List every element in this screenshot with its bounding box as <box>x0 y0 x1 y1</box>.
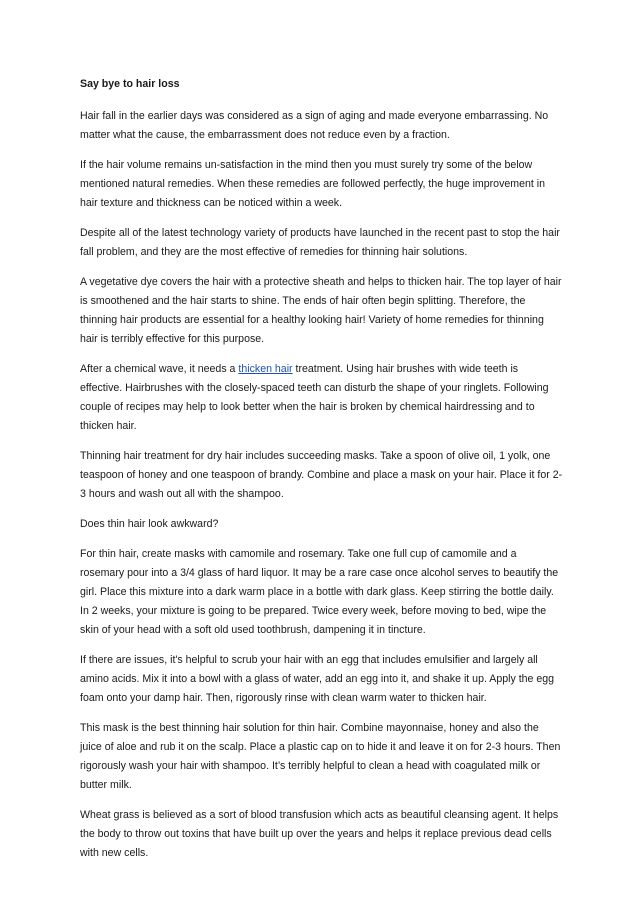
paragraph-9: If there are issues, it's helpful to scrub your hair with an egg that includes emulsifier and largely all amino acids. Mix it into a bowl with a glass of water, add an egg into it, and shake it up. Apply the egg foam onto your damp hair. Then, rigorously rinse with clean warm water to thicken hair. <box>80 654 555 704</box>
paragraph-3: Despite all of the latest technology variety of products have launched in the recent past to stop the hair fall problem, and they are the most effective of remedies for thinning hair solutions. <box>80 227 560 258</box>
paragraph-5-text-after: treatment. Using hair brushes with wide teeth is effective. Hairbrushes with the closely-spaced teeth can disturb the shape of your ringlets. Following couple of recipes may help to look better when the hair is broken by chemical hairdressing and to thicken hair. <box>80 363 549 432</box>
paragraph-5 <box>80 360 563 436</box>
paragraph-10: This mask is the best thinning hair solution for thin hair. Combine mayonnaise, honey and also the juice of aloe and rub it on the scalp. Place a plastic cap on to hide it and leave it on for 2-3 hours. Then rigorously wash your hair with shampoo. It’s terribly helpful to clean a head with coagulated milk or butter milk. <box>80 722 561 791</box>
paragraph-2: If the hair volume remains un-satisfaction in the mind then you must surely try some of the below mentioned natural remedies. When these remedies are followed perfectly, the huge improvement in hair texture and thickness can be noticed within a week. <box>80 159 545 209</box>
paragraph-7: Does thin hair look awkward? <box>80 518 219 530</box>
paragraph-1: Hair fall in the earlier days was considered as a sign of aging and made everyone embarrassing. No matter what the cause, the embarrassment does not reduce even by a fraction. <box>80 110 549 141</box>
document-title: Say bye to hair loss <box>80 78 180 90</box>
paragraph-5-text-before: After a chemical wave, it needs a <box>80 363 239 375</box>
paragraph-11: Wheat grass is believed as a sort of blood transfusion which acts as beautiful cleansing agent. It helps the body to throw out toxins that have built up over the years and helps it replace previous dead cells with new cells. <box>80 809 559 859</box>
thicken-hair-link[interactable]: thicken hair <box>238 363 293 375</box>
paragraph-8: For thin hair, create masks with camomile and rosemary. Take one full cup of camomile and a rosemary pour into a 3/4 glass of hard liquor. It may be a rare case once alcohol serves to beautify the girl. Place this mixture into a dark warm place in a bottle with dark glass. Keep stirring the bottle daily. In 2 weeks, your mixture is going to be prepared. Twice every week, before moving to bed, wipe the skin of your head with a soft old used toothbrush, dampening it in tincture. <box>80 548 559 636</box>
document-body <box>80 75 563 874</box>
paragraph-6: Thinning hair treatment for dry hair includes succeeding masks. Take a spoon of olive oil, 1 yolk, one teaspoon of honey and one teaspoon of brandy. Combine and place a mask on your hair. Place it for 2-3 hours and wash out all with the shampoo. <box>80 450 563 500</box>
paragraph-4: A vegetative dye covers the hair with a protective sheath and helps to thicken hair. The top layer of hair is smoothened and the hair starts to shine. The ends of hair often begin splitting. Therefore, the thinning hair products are essential for a healthy looking hair! Variety of home remedies for thinning hair is terribly effective for this purpose. <box>80 276 562 345</box>
